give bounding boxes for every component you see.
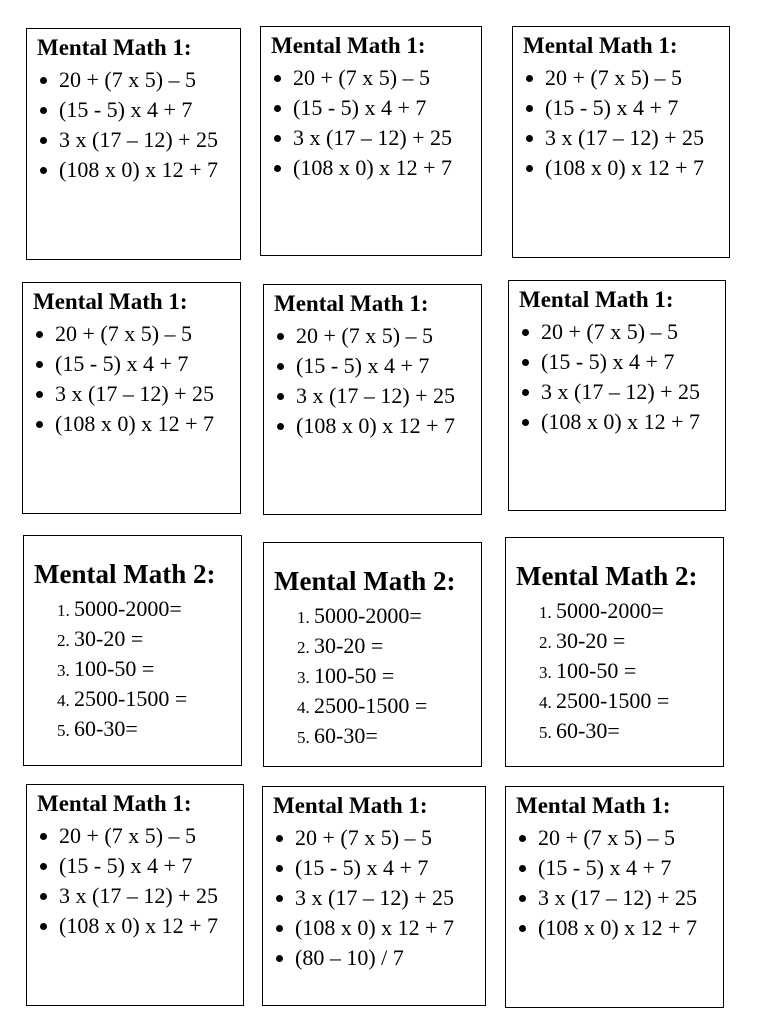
card-title: Mental Math 1:	[271, 33, 426, 58]
problem-item: 1. 5000-2000=	[74, 594, 231, 624]
problem-item: 4. 2500-1500 =	[314, 691, 471, 721]
problem-item: (15 - 5) x 4 + 7	[55, 349, 232, 379]
problem-list	[34, 594, 231, 744]
card-title: Mental Math 2:	[516, 561, 698, 591]
problem-item: 20 + (7 x 5) – 5	[296, 321, 473, 351]
problem-list	[516, 823, 715, 943]
problem-item: 20 + (7 x 5) – 5	[538, 823, 715, 853]
problem-item: 3. 100-50 =	[314, 661, 471, 691]
card-title: Mental Math 2:	[274, 566, 456, 596]
problem-item: 2. 30-20 =	[556, 626, 713, 656]
problem-item: (108 x 0) x 12 + 7	[295, 913, 477, 943]
problem-item: (108 x 0) x 12 + 7	[55, 409, 232, 439]
mental-math-1-card	[26, 784, 244, 1006]
problem-item: (108 x 0) x 12 + 7	[538, 913, 715, 943]
problem-item: (108 x 0) x 12 + 7	[293, 153, 473, 183]
problem-item: (108 x 0) x 12 + 7	[59, 911, 235, 941]
problem-item: 20 + (7 x 5) – 5	[59, 821, 235, 851]
problem-list	[523, 63, 721, 183]
mental-math-1-card	[263, 284, 482, 515]
problem-item: (80 – 10) / 7	[295, 943, 477, 973]
mental-math-1-card	[508, 280, 726, 511]
problem-item: (15 - 5) x 4 + 7	[541, 347, 717, 377]
problem-item: 3. 100-50 =	[74, 654, 231, 684]
problem-item: 1. 5000-2000=	[556, 596, 713, 626]
problem-item: 1. 5000-2000=	[314, 601, 471, 631]
problem-item: 5. 60-30=	[74, 714, 231, 744]
problem-list	[274, 601, 471, 751]
problem-item: 3. 100-50 =	[556, 656, 713, 686]
problem-item: 3 x (17 – 12) + 25	[295, 883, 477, 913]
mental-math-2-card	[23, 535, 242, 766]
problem-list	[37, 821, 235, 941]
card-title: Mental Math 1:	[519, 287, 674, 312]
mental-math-1-card	[260, 26, 482, 256]
problem-item: (15 - 5) x 4 + 7	[545, 93, 721, 123]
problem-list	[271, 63, 473, 183]
card-title: Mental Math 1:	[37, 35, 192, 60]
problem-item: 20 + (7 x 5) – 5	[55, 319, 232, 349]
problem-item: 4. 2500-1500 =	[74, 684, 231, 714]
card-title: Mental Math 1:	[523, 33, 678, 58]
mental-math-1-card	[512, 26, 730, 258]
problem-item: 3 x (17 – 12) + 25	[293, 123, 473, 153]
mental-math-2-card	[505, 537, 724, 767]
card-title: Mental Math 1:	[33, 289, 188, 314]
mental-math-1-card	[22, 282, 241, 514]
card-title: Mental Math 1:	[273, 793, 428, 818]
problem-item: (15 - 5) x 4 + 7	[295, 853, 477, 883]
problem-list	[37, 65, 232, 185]
problem-item: 3 x (17 – 12) + 25	[55, 379, 232, 409]
card-title: Mental Math 1:	[37, 791, 192, 816]
problem-list	[274, 321, 473, 441]
problem-item: 20 + (7 x 5) – 5	[59, 65, 232, 95]
problem-item: 5. 60-30=	[556, 716, 713, 746]
problem-item: (108 x 0) x 12 + 7	[545, 153, 721, 183]
mental-math-1-card	[505, 786, 724, 1008]
problem-item: 3 x (17 – 12) + 25	[59, 125, 232, 155]
problem-list	[273, 823, 477, 973]
mental-math-2-card	[263, 542, 482, 767]
problem-item: 3 x (17 – 12) + 25	[541, 377, 717, 407]
problem-item: 2. 30-20 =	[314, 631, 471, 661]
problem-item: 2. 30-20 =	[74, 624, 231, 654]
problem-item: (108 x 0) x 12 + 7	[296, 411, 473, 441]
problem-item: 3 x (17 – 12) + 25	[296, 381, 473, 411]
card-title: Mental Math 2:	[34, 559, 216, 589]
problem-list	[33, 319, 232, 439]
problem-item: 20 + (7 x 5) – 5	[293, 63, 473, 93]
card-title: Mental Math 1:	[516, 793, 671, 818]
mental-math-1-extended-card	[262, 786, 486, 1006]
problem-item: 5. 60-30=	[314, 721, 471, 751]
problem-item: (15 - 5) x 4 + 7	[59, 851, 235, 881]
problem-list	[519, 317, 717, 437]
problem-item: (108 x 0) x 12 + 7	[59, 155, 232, 185]
problem-list	[516, 596, 713, 746]
problem-item: (15 - 5) x 4 + 7	[293, 93, 473, 123]
problem-item: 3 x (17 – 12) + 25	[545, 123, 721, 153]
problem-item: 20 + (7 x 5) – 5	[545, 63, 721, 93]
problem-item: 20 + (7 x 5) – 5	[541, 317, 717, 347]
mental-math-1-card	[26, 28, 241, 260]
problem-item: 3 x (17 – 12) + 25	[538, 883, 715, 913]
problem-item: (15 - 5) x 4 + 7	[538, 853, 715, 883]
problem-item: (15 - 5) x 4 + 7	[296, 351, 473, 381]
problem-item: (108 x 0) x 12 + 7	[541, 407, 717, 437]
card-title: Mental Math 1:	[274, 291, 429, 316]
problem-item: 20 + (7 x 5) – 5	[295, 823, 477, 853]
problem-item: 4. 2500-1500 =	[556, 686, 713, 716]
problem-item: 3 x (17 – 12) + 25	[59, 881, 235, 911]
problem-item: (15 - 5) x 4 + 7	[59, 95, 232, 125]
